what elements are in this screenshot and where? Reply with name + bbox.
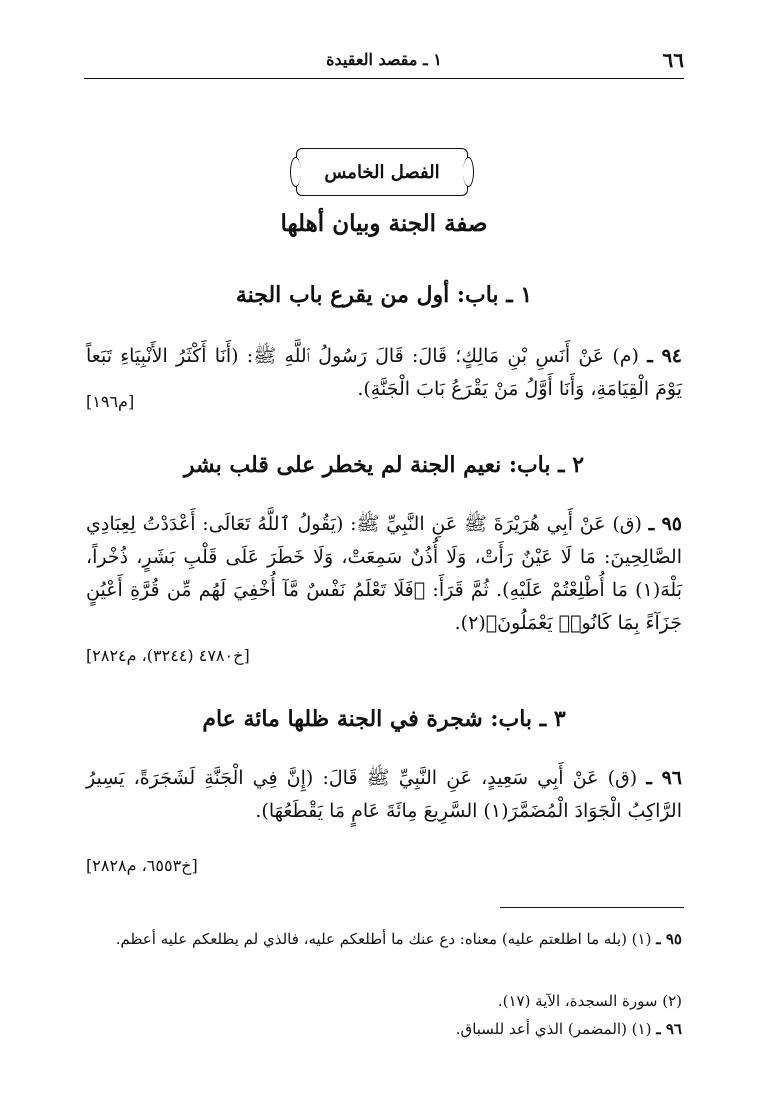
hadith-reference: [خ٦٥٥٣، م٢٨٢٨] [86,856,198,875]
footnote-number: ٩٥ ـ [656,930,682,948]
hadith-reference: [م١٩٦] [86,392,135,411]
hadith-reference: [خ٤٧٨٠ (٣٢٤٤)، م٢٨٢٤] [86,646,250,665]
page-number: ٦٦ [662,48,684,72]
hadith-95 [86,508,682,640]
hadith-text: (م) عَنْ أَنَسِ بْنِ مَالِكٍ؛ قَالَ: قَالَ رَسُولُ ٱللَّهِ ﷺ: (أَنَا أَكْثَرُ الأَنْبِيَاءِ تَبَعاً يَوْمَ الْقِيَامَةِ، وَأَنَا أَوَّلُ مَنْ يَقْرَعُ بَابَ الْجَنَّةِ). [86,345,682,400]
bab-heading-3: ٣ ـ باب: شجرة في الجنة ظلها مائة عام [202,706,566,732]
chapter-title: صفة الجنة وبيان أهلها [280,210,488,237]
footnote-95-1 [86,924,682,954]
hadith-text: (ق) عَنْ أَبِي هُرَيْرَةَ ﷺ عَنِ النَّبِيِّ ﷺ: (يَقُولُ ٱللَّهُ تَعَالَى: أَعْدَدْتُ لِعِبَادِي الصَّالِحِينَ: مَا لَا عَيْنٌ رَأَتْ، وَلَا أُذُنٌ سَمِعَتْ، وَلَا خَطَرَ عَلَى قَلْبِ بَشَرٍ، ذُخْراً، بَلْهَ(١) مَا أُطْلِعْتُمْ عَلَيْهِ). ثُمَّ قَرَأَ: ﴿فَلَا تَعْلَمُ نَفْسٌ مَّآ أُخْفِيَ لَهُم مِّن قُرَّةِ أَعْيُنٍ جَزَآءً بِمَا كَانُوا۟ يَعْمَلُونَ﴾(٢). [86,513,682,634]
footnote-rule [500,907,684,908]
footnote-text: (١) (المضمر) الذي أعد للسباق. [455,1020,652,1038]
hadith-text: (ق) عَنْ أَبِي سَعِيدٍ، عَنِ النَّبِيِّ ﷺ قَالَ: (إِنَّ فِي الْجَنَّةِ لَشَجَرَةً، يَسِيرُ الرَّاكِبُ الْجَوَادَ الْمُضَمَّرَ(١) السَّرِيعَ مِائَةَ عَامٍ مَا يَقْطَعُهَا). [86,767,682,822]
footnote-text: (٢) سورة السجدة، الآية (١٧). [497,992,682,1010]
hadith-96 [86,762,682,828]
hadith-94 [86,340,682,406]
bab-heading-2: ٢ ـ باب: نعيم الجنة لم يخطر على قلب بشر [183,452,585,478]
hadith-number: ٩٦ ـ [646,767,682,789]
chapter-label-frame [296,148,468,196]
footnote-96-1 [86,1014,682,1044]
footnote-text: (١) (بله ما اطلعتم عليه) معناه: دع عنك ما أطلعكم عليه، فالذي لم يطلعكم عليه أعظم. [115,930,652,948]
header-rule [84,78,684,79]
running-title: ١ ـ مقصد العقيدة [326,50,442,69]
hadith-number: ٩٤ ـ [647,345,682,367]
running-header [84,44,684,74]
chapter-label: الفصل الخامس [324,161,440,183]
hadith-number: ٩٥ ـ [648,513,682,535]
footnote-95-2 [86,986,734,1016]
footnote-number: ٩٦ ـ [656,1020,682,1038]
bab-heading-1: ١ ـ باب: أول من يقرع باب الجنة [235,282,533,308]
